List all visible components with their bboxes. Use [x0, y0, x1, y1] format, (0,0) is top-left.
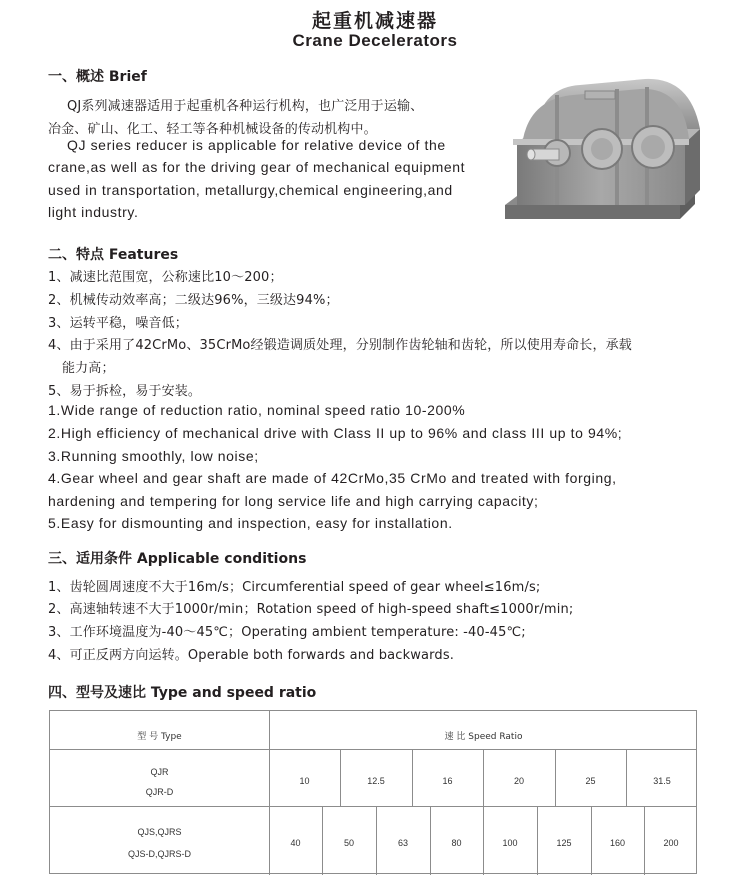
feature-cn-line: 2、机械传动效率高；二级达96%，三级达94%；	[48, 293, 339, 308]
table-row-type: QJR-D	[145, 787, 174, 797]
table-cell: 200	[663, 838, 679, 848]
feature-en-line: hardening and tempering for long service life and high carrying capacity;	[48, 493, 539, 509]
gearbox-image	[495, 65, 710, 230]
condition-line: 1、齿轮圆周速度不大于16m/s；Circumferential speed of gear wheel≤16m/s;	[48, 580, 541, 595]
section-heading-brief: 一、概述 Brief	[48, 69, 147, 85]
feature-cn-line: 4、由于采用了42CrMo、35CrMo经锻造调质处理，分别制作齿轮轴和齿轮，所以使用寿命长，承载	[48, 338, 632, 353]
table-cell: 63	[397, 838, 408, 848]
table-cell: 40	[290, 838, 301, 848]
brief-en-line: light industry.	[48, 204, 139, 220]
table-cell: 80	[451, 838, 462, 848]
table-cell: 12.5	[367, 776, 385, 786]
feature-en-line: 5.Easy for dismounting and inspection, easy for installation.	[48, 515, 453, 531]
table-cell: 25	[585, 776, 596, 786]
condition-line: 3、工作环境温度为-40～45℃；Operating ambient temperature: -40-45℃;	[48, 625, 526, 640]
brief-en-line: crane,as well as for the driving gear of mechanical equipment	[48, 159, 466, 175]
speed-ratio-table	[49, 710, 697, 874]
table-row-type: QJR	[150, 767, 169, 777]
brief-cn-line: 冶金、矿山、化工、轻工等各种机械设备的传动机构中。	[48, 122, 377, 137]
feature-en-line: 1.Wide range of reduction ratio, nominal speed ratio 10-200%	[48, 402, 466, 418]
feature-cn-line: 能力高；	[62, 361, 115, 376]
brief-en-line: used in transportation, metallurgy,chemical engineering,and	[48, 182, 453, 198]
section-heading-conditions: 三、适用条件 Applicable conditions	[48, 551, 307, 567]
table-cell: 160	[609, 838, 626, 848]
brief-cn-line: QJ系列减速器适用于起重机各种运行机构，也广泛用于运输、	[67, 99, 424, 114]
feature-cn-line: 1、减速比范围宽，公称速比10～200；	[48, 270, 283, 285]
section-heading-features: 二、特点 Features	[48, 247, 179, 263]
feature-en-line: 2.High efficiency of mechanical drive with Class II up to 96% and class III up to 94%;	[48, 425, 623, 441]
page-title-en: Crane Decelerators	[292, 31, 458, 50]
table-header-ratio: 速 比 Speed Ratio	[444, 732, 523, 742]
table-cell: 10	[299, 776, 310, 786]
table-cell: 50	[343, 838, 354, 848]
table-cell: 100	[502, 838, 518, 848]
condition-line: 2、高速轴转速不大于1000r/min；Rotation speed of high-speed shaft≤1000r/min;	[48, 602, 574, 617]
table-cell: 16	[442, 776, 453, 786]
condition-line: 4、可正反两方向运转。Operable both forwards and backwards.	[48, 648, 455, 663]
section-heading-types: 四、型号及速比 Type and speed ratio	[48, 685, 317, 701]
table-row-type: QJS-D,QJRS-D	[128, 849, 191, 859]
table-header-type: 型 号 Type	[137, 732, 182, 742]
table-cell: 31.5	[653, 776, 671, 786]
brief-en-line: QJ series reducer is applicable for relative device of the	[67, 137, 446, 153]
feature-en-line: 4.Gear wheel and gear shaft are made of 42CrMo,35 CrMo and treated with forging,	[48, 470, 617, 486]
table-cell: 20	[513, 776, 524, 786]
table-row-type: QJS,QJRS	[137, 827, 182, 837]
feature-cn-line: 3、运转平稳，噪音低；	[48, 316, 188, 331]
feature-cn-line: 5、易于拆检，易于安装。	[48, 384, 202, 399]
page-title-cn: 起重机减速器	[311, 10, 438, 32]
feature-en-line: 3.Running smoothly, low noise;	[48, 448, 259, 464]
table-cell: 125	[556, 838, 572, 848]
